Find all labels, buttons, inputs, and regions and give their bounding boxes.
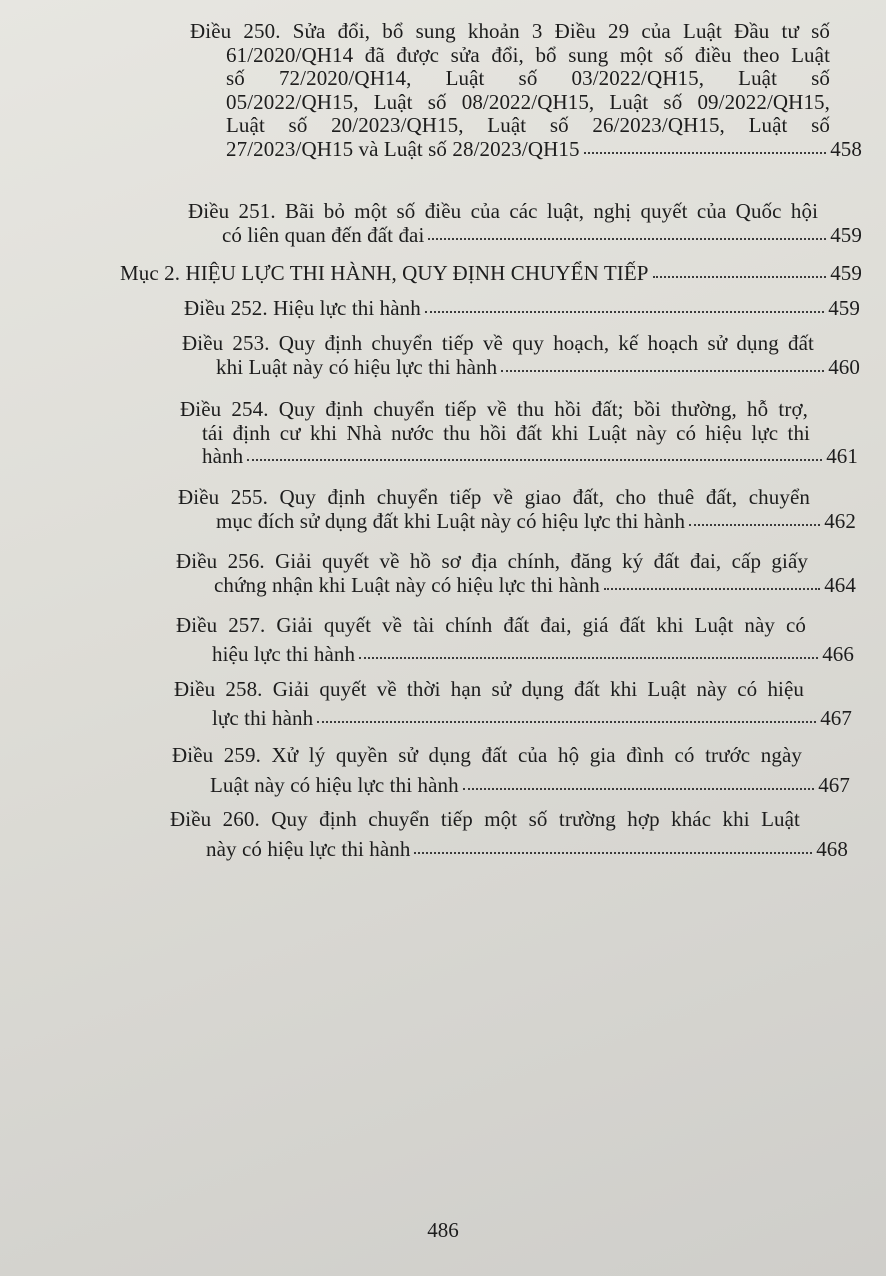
toc-entry-title: Điều 254. Quy định chuyển tiếp về thu hồi đất; bồi thường, hỗ trợ, (180, 397, 808, 421)
toc-entry-last-line (184, 297, 860, 321)
toc-entry-last-line (222, 224, 862, 248)
dot-leader (584, 152, 827, 154)
dot-leader (359, 657, 818, 659)
toc-entry-title: Điều 256. Giải quyết về hồ sơ địa chính, đăng ký đất đai, cấp giấy (176, 549, 808, 573)
toc-entry-continuation: 05/2022/QH15, Luật số 08/2022/QH15, Luật số 09/2022/QH15, (226, 89, 830, 114)
toc-entry-dieu-260 (170, 808, 848, 861)
dot-leader (247, 459, 822, 461)
dot-leader (317, 721, 816, 723)
page-number: 486 (427, 1218, 459, 1242)
toc-entry-last-line (206, 838, 848, 862)
toc-entry-text: lực thi hành (212, 705, 314, 730)
toc-entry-text: 27/2023/QH15 và Luật số 28/2023/QH15 (226, 136, 580, 161)
toc-entry-text: mục đích sử dụng đất khi Luật này có hiệu lực thi hành (216, 508, 686, 533)
toc-section-muc-2 (120, 262, 862, 286)
toc-entry-dieu-253 (182, 332, 860, 379)
section-heading: Mục 2. HIỆU LỰC THI HÀNH, QUY ĐỊNH CHUYỂN TIẾP (120, 261, 649, 285)
toc-page-number: 462 (824, 508, 856, 533)
toc-entry-title: Điều 259. Xử lý quyền sử dụng đất của hộ gia đình có trước ngày (172, 743, 802, 767)
dot-leader (604, 588, 820, 590)
toc-entry-last-line (210, 774, 850, 798)
toc-entry-title: Điều 251. Bãi bỏ một số điều của các luật, nghị quyết của Quốc hội (188, 199, 818, 223)
toc-entry-last-line (216, 356, 860, 380)
toc-entry-continuation: tái định cư khi Nhà nước thu hồi đất khi Luật này có hiệu lực thi (202, 420, 810, 445)
toc-page-number: 461 (826, 444, 858, 468)
toc-page-number: 464 (824, 572, 856, 597)
toc-entry-text: này có hiệu lực thi hành (206, 836, 411, 861)
toc-entry-last-line (216, 510, 856, 534)
toc-entry-title: Điều 253. Quy định chuyển tiếp về quy hoạch, kế hoạch sử dụng đất (182, 331, 814, 355)
toc-entry-title: Điều 250. Sửa đổi, bổ sung khoản 3 Điều 29 của Luật Đầu tư số (190, 19, 830, 43)
toc-entry-text: chứng nhận khi Luật này có hiệu lực thi hành (214, 572, 600, 597)
toc-entry-text: hành (202, 444, 244, 468)
toc-entry-dieu-251 (188, 200, 862, 247)
toc-entry-title: Điều 255. Quy định chuyển tiếp về giao đất, cho thuê đất, chuyển (178, 485, 810, 509)
toc-entry-continuation: Luật số 20/2023/QH15, Luật số 26/2023/QH15, Luật số (226, 113, 830, 137)
toc-entry-last-line (226, 138, 862, 162)
toc-page-number: 467 (818, 772, 850, 797)
dot-leader (689, 524, 820, 526)
toc-entry-text: Điều 252. Hiệu lực thi hành (184, 296, 421, 320)
toc-entry-continuation: số 72/2020/QH14, Luật số 03/2022/QH15, Luật số (226, 66, 830, 90)
toc-entry-text: có liên quan đến đất đai (222, 222, 425, 247)
dot-leader (414, 852, 812, 854)
toc-entry-title: Điều 257. Giải quyết về tài chính đất đai, giá đất khi Luật này có (176, 613, 806, 637)
toc-page-number: 459 (830, 261, 862, 285)
toc-page-number: 468 (816, 836, 848, 861)
toc-entry-dieu-250 (190, 20, 862, 161)
toc-entry-last-line (202, 445, 858, 469)
toc-entry-last-line (212, 643, 854, 667)
dot-leader (653, 276, 827, 278)
toc-entry-dieu-258 (174, 678, 852, 730)
dot-leader (501, 370, 824, 372)
toc-entry-dieu-255 (178, 486, 856, 533)
toc-entry-last-line (120, 262, 862, 286)
toc-entry-last-line (214, 574, 856, 598)
toc-entry-text: khi Luật này có hiệu lực thi hành (216, 354, 498, 379)
dot-leader (428, 238, 826, 240)
toc-page-number: 460 (828, 354, 860, 379)
toc-entry-dieu-252 (184, 297, 860, 321)
toc-entry-dieu-257 (176, 614, 854, 666)
toc-page-number: 459 (828, 296, 860, 320)
toc-entry-title: Điều 258. Giải quyết về thời hạn sử dụng đất khi Luật này có hiệu (174, 677, 804, 701)
toc-page-number: 467 (820, 705, 852, 730)
dot-leader (425, 311, 824, 313)
toc-entry-text: hiệu lực thi hành (212, 641, 356, 666)
toc-page-number: 466 (822, 641, 854, 666)
toc-entry-text: Luật này có hiệu lực thi hành (210, 772, 459, 797)
toc-page-number: 458 (830, 136, 862, 161)
toc-entry-dieu-256 (176, 550, 856, 597)
toc-entry-dieu-254 (180, 398, 858, 469)
toc-entry-dieu-259 (172, 744, 850, 797)
toc-entry-title: Điều 260. Quy định chuyển tiếp một số trường hợp khác khi Luật (170, 807, 800, 831)
dot-leader (463, 788, 814, 790)
toc-entry-last-line (212, 707, 852, 731)
toc-entry-continuation: 61/2020/QH14 đã được sửa đổi, bổ sung một số điều theo Luật (226, 42, 830, 67)
toc-page-number: 459 (830, 222, 862, 247)
